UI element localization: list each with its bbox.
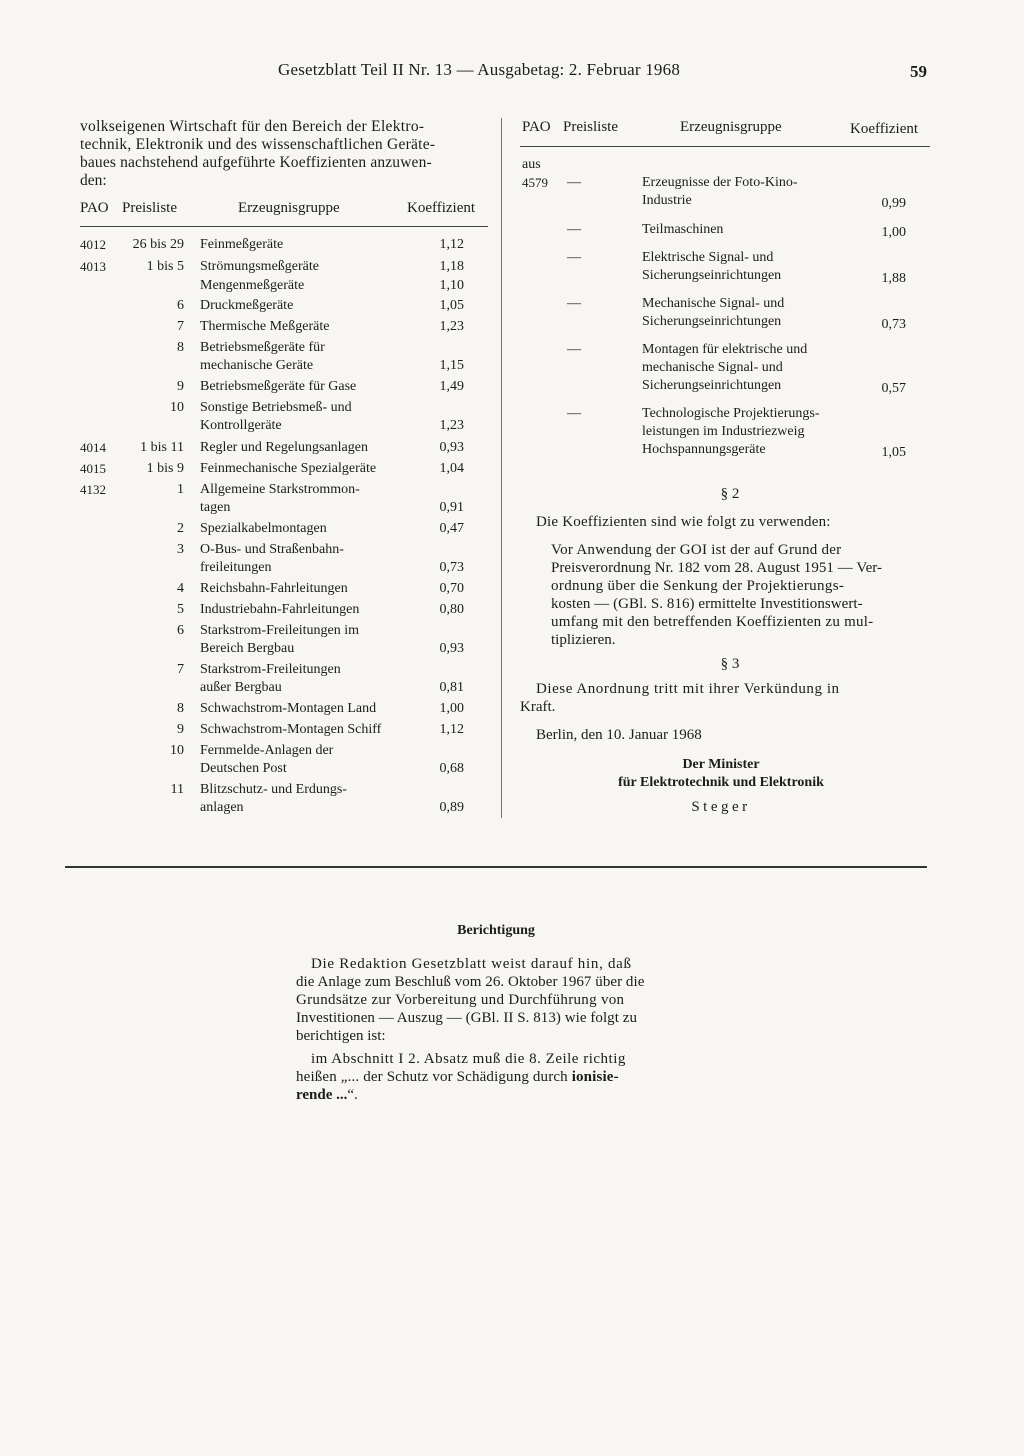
pao-number: 4579 <box>522 175 548 190</box>
dash-placeholder: — <box>567 175 581 190</box>
product-group: mechanische Geräte <box>200 358 314 373</box>
product-group: Fernmelde-Anlagen der <box>200 743 334 758</box>
product-group: Allgemeine Starkstrommon- <box>200 482 360 497</box>
intro-line: baues nachstehend aufgeführte Koeffizienten anzuwen- <box>80 154 432 171</box>
para-line: im Abschnitt I 2. Absatz muß die 8. Zeile richtig <box>311 1051 626 1067</box>
product-group: anlagen <box>200 800 244 815</box>
header-rule <box>80 226 488 227</box>
coefficient-value: 0,81 <box>439 680 464 695</box>
product-group: außer Bergbau <box>200 680 282 695</box>
dash-placeholder: — <box>567 296 581 311</box>
price-list-range: 9 <box>177 722 184 737</box>
para-text: heißen „... der Schutz vor Schädigung durch <box>296 1069 572 1085</box>
product-group: Mechanische Signal- und <box>642 296 785 311</box>
coefficient-value: 1,49 <box>439 379 464 394</box>
aus-label: aus <box>522 157 541 172</box>
product-group: Deutschen Post <box>200 761 287 776</box>
product-group: Spezialkabelmontagen <box>200 521 327 536</box>
col-header-preisliste: Preisliste <box>122 200 177 216</box>
coefficient-value: 1,23 <box>439 319 464 334</box>
product-group: Strömungsmeßgeräte <box>200 259 319 274</box>
coefficient-value: 1,88 <box>881 271 906 286</box>
price-list-range: 4 <box>177 581 184 596</box>
product-group: Sicherungseinrichtungen <box>642 378 782 393</box>
header-rule <box>520 146 930 147</box>
coefficient-value: 0,89 <box>439 800 464 815</box>
product-group: Montagen für elektrische und <box>642 342 808 357</box>
col-header-pao: PAO <box>80 200 109 216</box>
page-number: 59 <box>910 62 927 81</box>
product-group: Industrie <box>642 193 692 208</box>
para-line: Grundsätze zur Vorbereitung und Durchführung von <box>296 992 625 1008</box>
para-text: “. <box>347 1087 358 1103</box>
price-list-range: 5 <box>177 602 184 617</box>
price-list-range: 1 bis 5 <box>146 259 184 274</box>
coefficient-value: 1,00 <box>439 701 464 716</box>
product-group: Sicherungseinrichtungen <box>642 314 782 329</box>
para-line: Diese Anordnung tritt mit ihrer Verkündung in <box>536 681 840 697</box>
price-list-range: 8 <box>177 701 184 716</box>
intro-line: technik, Elektronik und des wissenschaftlichen Geräte- <box>80 136 436 153</box>
price-list-range: 6 <box>177 623 184 638</box>
section-divider <box>65 866 927 868</box>
product-group: Sicherungseinrichtungen <box>642 268 782 283</box>
coefficient-value: 1,05 <box>439 298 464 313</box>
emphasis-text: ionisie- <box>571 1069 619 1085</box>
coefficient-value: 1,23 <box>439 418 464 433</box>
price-list-range: 3 <box>177 542 184 557</box>
pao-number: 4014 <box>80 440 106 455</box>
para-line: Investitionen — Auszug — (GBl. II S. 813) wie folgt zu <box>296 1010 637 1026</box>
price-list-range: 2 <box>177 521 184 536</box>
product-group: Sonstige Betriebsmeß- und <box>200 400 352 415</box>
product-group: tagen <box>200 500 231 515</box>
para-line: Die Redaktion Gesetzblatt weist darauf hin, daß <box>311 956 632 972</box>
product-group: Schwachstrom-Montagen Schiff <box>200 722 382 737</box>
coefficient-value: 0,91 <box>439 500 464 515</box>
signature: Steger <box>691 799 751 815</box>
dash-placeholder: — <box>567 222 581 237</box>
dash-placeholder: — <box>567 406 581 421</box>
coefficient-value: 0,47 <box>439 521 464 536</box>
product-group: Erzeugnisse der Foto-Kino- <box>642 175 798 190</box>
product-group: Druckmeßgeräte <box>200 298 294 313</box>
product-group: Bereich Bergbau <box>200 641 295 656</box>
coefficient-value: 1,04 <box>439 461 464 476</box>
para-line: berichtigen ist: <box>296 1028 386 1044</box>
price-list-range: 1 bis 11 <box>140 440 184 455</box>
coefficient-value: 1,10 <box>439 278 464 293</box>
product-group: O-Bus- und Straßenbahn- <box>200 542 344 557</box>
intro-line: volkseigenen Wirtschaft für den Bereich der Elektro- <box>80 118 425 135</box>
price-list-range: 10 <box>170 400 184 415</box>
pao-number: 4015 <box>80 461 106 476</box>
col-header-erzeugnisgruppe: Erzeugnisgruppe <box>680 119 782 135</box>
coefficient-value: 1,05 <box>881 445 906 460</box>
col-header-koeffizient: Koeffizient <box>407 200 476 216</box>
pao-number: 4132 <box>80 482 106 497</box>
place-date: Berlin, den 10. Januar 1968 <box>536 727 702 743</box>
product-group: Betriebsmeßgeräte für <box>200 340 325 355</box>
product-group: Technologische Projektierungs- <box>642 406 820 421</box>
coefficient-value: 1,12 <box>439 237 464 252</box>
product-group: Regler und Regelungsanlagen <box>200 440 368 455</box>
para-line: die Anlage zum Beschluß vom 26. Oktober 1967 über die <box>296 974 645 990</box>
gazette-title: Gesetzblatt Teil II Nr. 13 — Ausgabetag: 2. Februar 1968 <box>278 60 681 79</box>
para-line <box>296 1068 619 1087</box>
section-3-heading: § 3 <box>720 656 740 672</box>
product-group: Feinmechanische Spezialgeräte <box>200 461 377 476</box>
coefficient-value: 0,57 <box>881 381 906 396</box>
coefficient-value: 0,99 <box>881 196 906 211</box>
para-line: tiplizieren. <box>551 632 616 648</box>
product-group: Kontrollgeräte <box>200 418 282 433</box>
para-line: ordnung über die Senkung der Projektierungs- <box>551 578 845 594</box>
coefficient-value: 0,73 <box>439 560 464 575</box>
minister-ministry: für Elektrotechnik und Elektronik <box>618 775 824 790</box>
product-group: Starkstrom-Freileitungen im <box>200 623 360 638</box>
coefficient-value: 1,12 <box>439 722 464 737</box>
coefficient-value: 0,80 <box>439 602 464 617</box>
section-2-intro: Die Koeffizienten sind wie folgt zu verwenden: <box>536 514 831 530</box>
product-group: Teilmaschinen <box>642 222 724 237</box>
product-group: Betriebsmeßgeräte für Gase <box>200 379 357 394</box>
coefficient-value: 0,93 <box>439 440 464 455</box>
col-header-erzeugnisgruppe: Erzeugnisgruppe <box>238 200 340 216</box>
dash-placeholder: — <box>567 250 581 265</box>
price-list-range: 11 <box>170 782 184 797</box>
intro-line: den: <box>80 172 107 189</box>
price-list-range: 6 <box>177 298 184 313</box>
price-list-range: 26 bis 29 <box>132 237 184 252</box>
col-header-preisliste: Preisliste <box>563 119 618 135</box>
para-line <box>296 1086 358 1105</box>
para-line: umfang mit den betreffenden Koeffizienten zu mul- <box>551 614 874 630</box>
pao-number: 4013 <box>80 259 106 274</box>
product-group: Elektrische Signal- und <box>642 250 774 265</box>
price-list-range: 7 <box>177 662 184 677</box>
price-list-range: 10 <box>170 743 184 758</box>
para-line: kosten — (GBl. S. 816) ermittelte Investitionswert- <box>551 596 863 612</box>
col-header-pao: PAO <box>522 119 551 135</box>
product-group: Schwachstrom-Montagen Land <box>200 701 377 716</box>
coefficient-value: 0,70 <box>439 581 464 596</box>
product-group: Mengenmeßgeräte <box>200 278 305 293</box>
coefficient-value: 0,73 <box>881 317 906 332</box>
product-group: Industriebahn-Fahrleitungen <box>200 602 360 617</box>
para-line: Preisverordnung Nr. 182 vom 28. August 1951 — Ver- <box>551 560 883 576</box>
price-list-range: 7 <box>177 319 184 334</box>
product-group: leistungen im Industriezweig <box>642 424 805 439</box>
product-group: mechanische Signal- und <box>642 360 783 375</box>
minister-title: Der Minister <box>682 757 760 772</box>
product-group: Blitzschutz- und Erdungs- <box>200 782 347 797</box>
col-header-koeffizient: Koeffizient <box>850 121 919 137</box>
product-group: Feinmeßgeräte <box>200 237 284 252</box>
coefficient-value: 0,68 <box>439 761 464 776</box>
coefficient-value: 0,93 <box>439 641 464 656</box>
price-list-range: 9 <box>177 379 184 394</box>
para-line: Kraft. <box>520 699 556 715</box>
product-group: Reichsbahn-Fahrleitungen <box>200 581 348 596</box>
para-line: Vor Anwendung der GOI ist der auf Grund der <box>551 542 842 558</box>
column-divider <box>501 118 502 818</box>
pao-number: 4012 <box>80 237 106 252</box>
price-list-range: 1 bis 9 <box>146 461 184 476</box>
emphasis-text: rende ... <box>296 1087 348 1103</box>
price-list-range: 1 <box>177 482 184 497</box>
product-group: Starkstrom-Freileitungen <box>200 662 341 677</box>
product-group: Thermische Meßgeräte <box>200 319 330 334</box>
correction-heading: Berichtigung <box>457 923 535 938</box>
coefficient-value: 1,15 <box>439 358 464 373</box>
coefficient-value: 1,18 <box>439 259 464 274</box>
dash-placeholder: — <box>567 342 581 357</box>
price-list-range: 8 <box>177 340 184 355</box>
section-2-heading: § 2 <box>720 486 740 502</box>
product-group: Hochspannungsgeräte <box>642 442 766 457</box>
product-group: freileitungen <box>200 560 272 575</box>
page-header <box>0 60 1024 86</box>
coefficient-value: 1,00 <box>881 225 906 240</box>
